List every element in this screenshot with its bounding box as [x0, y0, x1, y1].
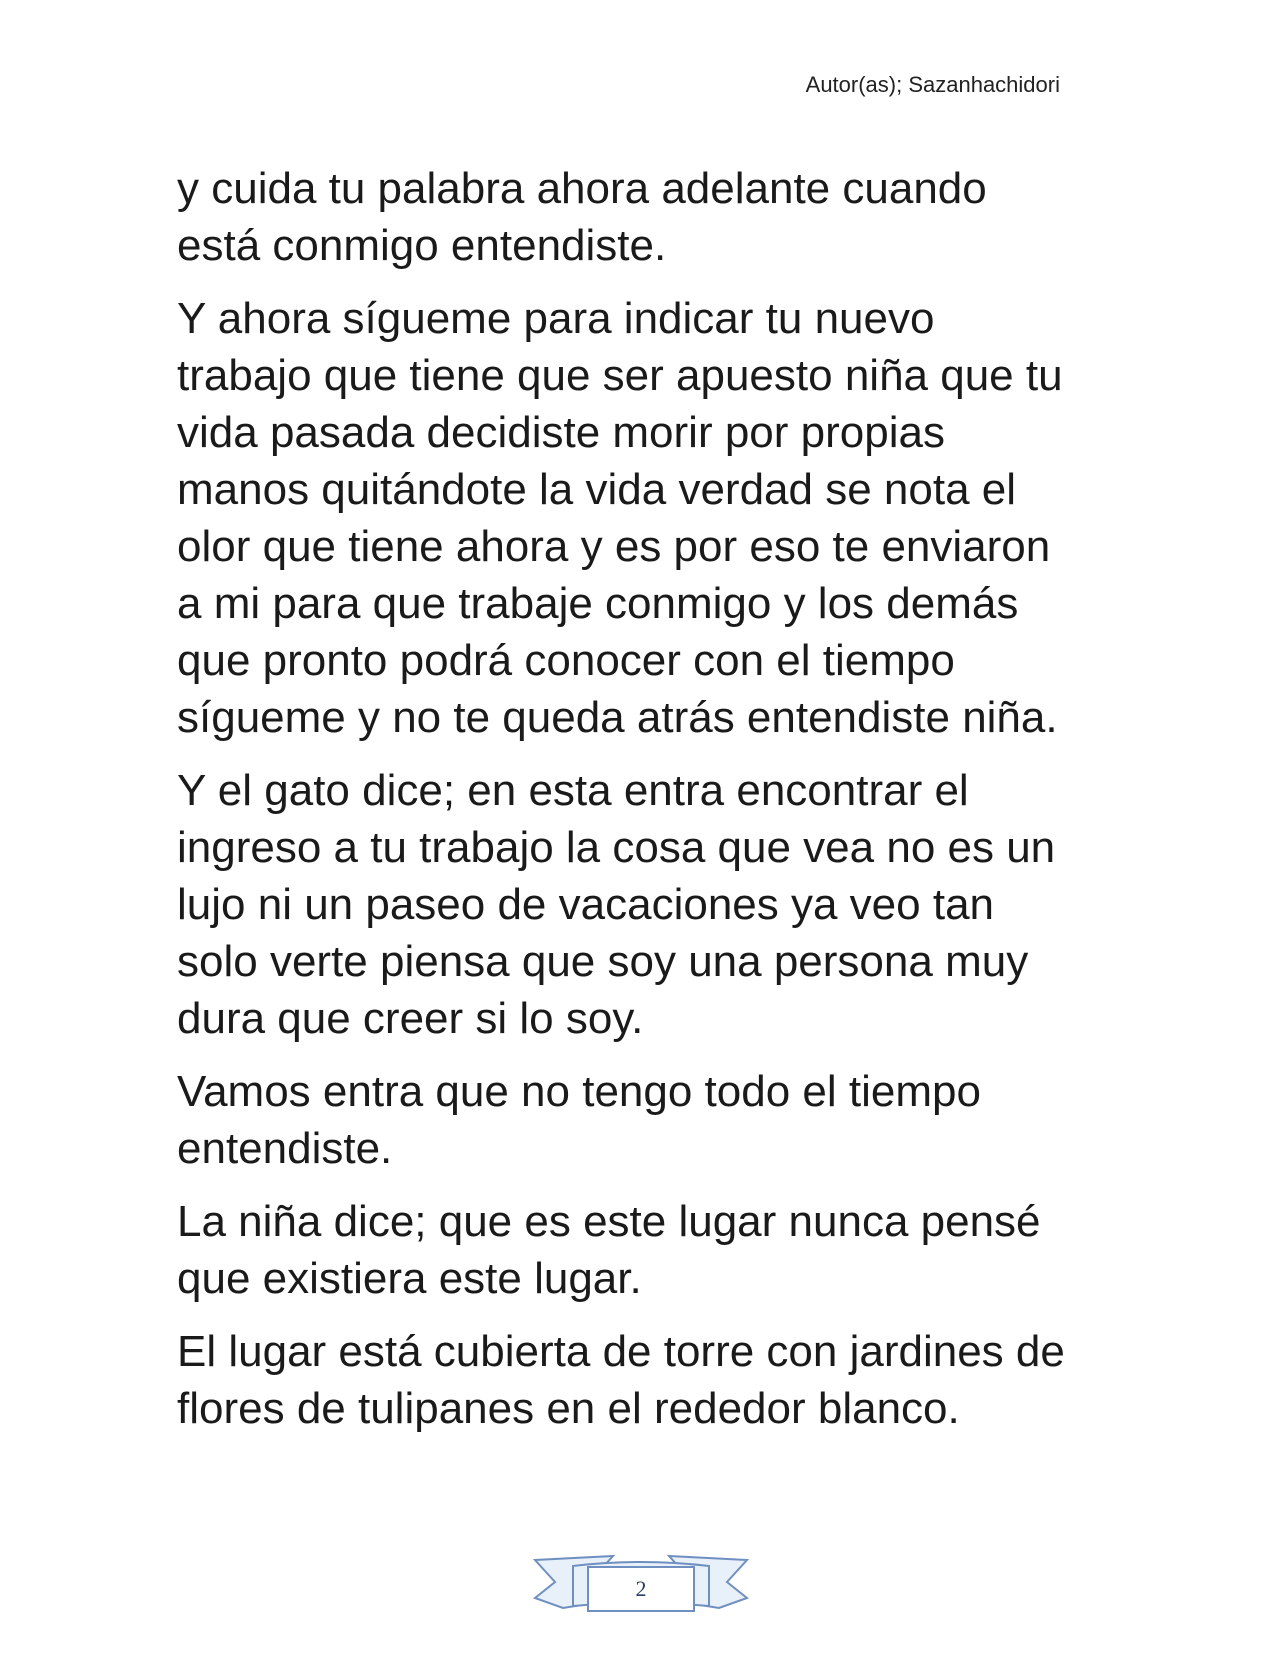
- paragraph-3: Y el gato dice; en esta entra encontrar el ingreso a tu trabajo la cosa que vea no es un lujo ni un paseo de vacaciones ya veo tan solo verte piensa que soy una persona muy dura que creer si lo soy.: [177, 766, 1056, 1043]
- page-body: [177, 160, 1117, 1453]
- paragraph-6: El lugar está cubierta de torre con jardines de flores de tulipanes en el rededor blanco.: [177, 1327, 1065, 1433]
- paragraph-1: y cuida tu palabra ahora adelante cuando está conmigo entendiste.: [177, 164, 987, 270]
- paragraph-4: Vamos entra que no tengo todo el tiempo entendiste.: [177, 1067, 981, 1173]
- paragraph-5: La niña dice; que es este lugar nunca pensé que existiera este lugar.: [177, 1197, 1041, 1303]
- author-header: Autor(as); Sazanhachidori: [805, 72, 1060, 97]
- page-number: 2: [635, 1576, 647, 1601]
- paragraph-2: Y ahora sígueme para indicar tu nuevo trabajo que tiene que ser apuesto niña que tu vida pasada decidiste morir por propias manos quitándote la vida verdad se nota el olor que tiene ahora y es por eso te enviaron a mi para que trabaje conmigo y los demás que pronto podrá conocer con el tiempo sígueme y no te queda atrás entendiste niña.: [177, 294, 1063, 742]
